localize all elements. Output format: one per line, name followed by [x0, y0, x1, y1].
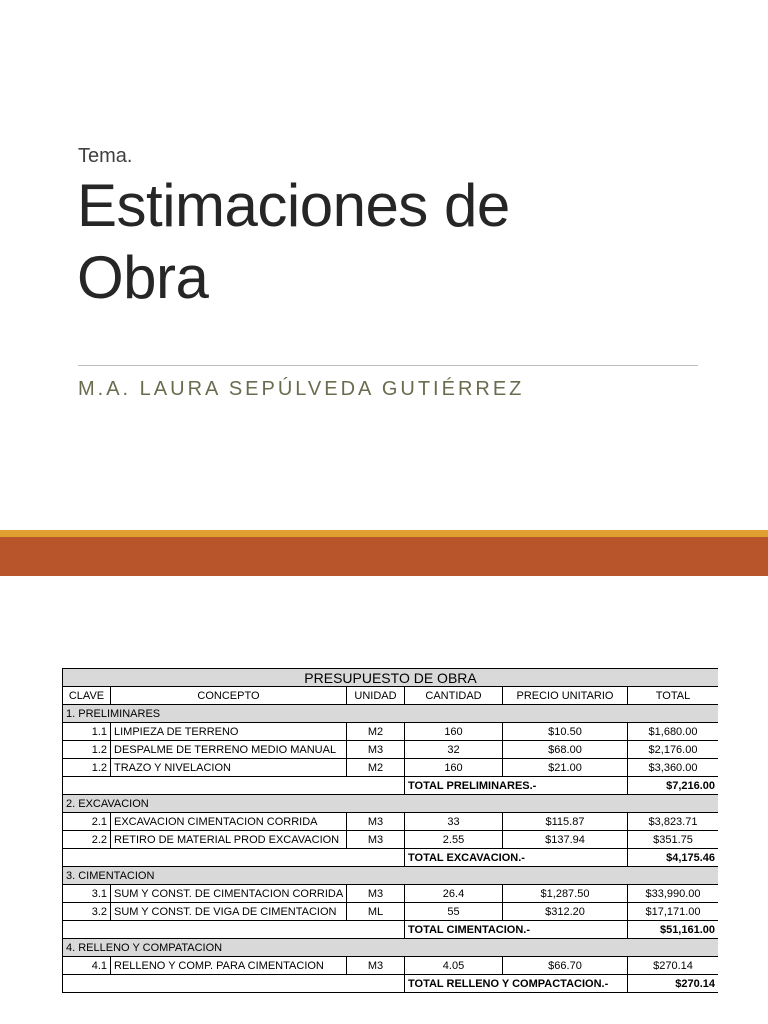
table-row	[63, 885, 719, 903]
cell-total: $3,360.00	[628, 759, 719, 777]
budget-table	[62, 668, 718, 993]
cell-total: $2,176.00	[628, 741, 719, 759]
cell-cantidad: 55	[405, 903, 503, 921]
section-total-value: $4,175.46	[628, 849, 719, 867]
section-total-row	[63, 849, 719, 867]
slide-author: M.A. LAURA SEPÚLVEDA GUTIÉRREZ	[78, 378, 525, 400]
section-total-value: $7,216.00	[628, 777, 719, 795]
header-precio-unitario: PRECIO UNITARIO	[503, 687, 628, 705]
section-row	[63, 705, 719, 723]
cell-unidad: ML	[347, 903, 405, 921]
section-total-value: $51,161.00	[628, 921, 719, 939]
cell-clave: 1.2	[63, 741, 111, 759]
cell-cantidad: 2.55	[405, 831, 503, 849]
section-total-label: TOTAL CIMENTACION.-	[405, 921, 628, 939]
cell-total: $1,680.00	[628, 723, 719, 741]
header-total: TOTAL	[628, 687, 719, 705]
cell-cantidad: 26.4	[405, 885, 503, 903]
header-cantidad: CANTIDAD	[405, 687, 503, 705]
section-total-row	[63, 777, 719, 795]
cell-unidad: M3	[347, 741, 405, 759]
cell-clave: 2.2	[63, 831, 111, 849]
table-title: PRESUPUESTO DE OBRA	[63, 669, 719, 687]
cell-concepto: RELLENO Y COMP. PARA CIMENTACION	[111, 957, 347, 975]
cell-concepto: LIMPIEZA DE TERRENO	[111, 723, 347, 741]
cell-unidad: M3	[347, 813, 405, 831]
cell-precio: $115.87	[503, 813, 628, 831]
cell-cantidad: 32	[405, 741, 503, 759]
cell-concepto: SUM Y CONST. DE VIGA DE CIMENTACION	[111, 903, 347, 921]
cell-precio: $1,287.50	[503, 885, 628, 903]
cell-clave: 3.2	[63, 903, 111, 921]
cell-clave: 1.2	[63, 759, 111, 777]
section-total-value: $270.14	[628, 975, 719, 993]
cell-clave: 4.1	[63, 957, 111, 975]
cell-concepto: SUM Y CONST. DE CIMENTACION CORRIDA	[111, 885, 347, 903]
total-spacer	[63, 777, 405, 795]
cell-precio: $137.94	[503, 831, 628, 849]
slide-kicker: Tema.	[78, 145, 133, 167]
section-row	[63, 867, 719, 885]
cell-concepto: EXCAVACION CIMENTACION CORRIDA	[111, 813, 347, 831]
cell-clave: 2.1	[63, 813, 111, 831]
section-title: 1. PRELIMINARES	[63, 705, 719, 723]
cell-total: $270.14	[628, 957, 719, 975]
cell-precio: $10.50	[503, 723, 628, 741]
accent-band	[0, 537, 768, 576]
cell-cantidad: 4.05	[405, 957, 503, 975]
table-row	[63, 741, 719, 759]
cell-precio: $312.20	[503, 903, 628, 921]
cell-cantidad: 33	[405, 813, 503, 831]
cell-unidad: M2	[347, 723, 405, 741]
cell-concepto: TRAZO Y NIVELACION	[111, 759, 347, 777]
total-spacer	[63, 975, 405, 993]
section-title: 3. CIMENTACION	[63, 867, 719, 885]
cell-concepto: RETIRO DE MATERIAL PROD EXCAVACION	[111, 831, 347, 849]
budget-table-container	[62, 668, 718, 1024]
cell-clave: 3.1	[63, 885, 111, 903]
cell-unidad: M2	[347, 759, 405, 777]
table-row	[63, 723, 719, 741]
cell-cantidad: 160	[405, 759, 503, 777]
section-total-row	[63, 975, 719, 993]
cell-unidad: M3	[347, 885, 405, 903]
section-row	[63, 795, 719, 813]
cell-clave: 1.1	[63, 723, 111, 741]
cell-total: $33,990.00	[628, 885, 719, 903]
header-concepto: CONCEPTO	[111, 687, 347, 705]
table-row	[63, 831, 719, 849]
header-clave: CLAVE	[63, 687, 111, 705]
slide-title-line1: Estimaciones de	[77, 172, 510, 239]
section-total-label: TOTAL PRELIMINARES.-	[405, 777, 628, 795]
total-spacer	[63, 849, 405, 867]
header-unidad: UNIDAD	[347, 687, 405, 705]
cell-cantidad: 160	[405, 723, 503, 741]
section-title: 2. EXCAVACION	[63, 795, 719, 813]
title-divider	[78, 365, 698, 366]
cell-total: $351.75	[628, 831, 719, 849]
section-row	[63, 939, 719, 957]
table-header-row	[63, 687, 719, 705]
cell-concepto: DESPALME DE TERRENO MEDIO MANUAL	[111, 741, 347, 759]
section-total-label: TOTAL EXCAVACION.-	[405, 849, 628, 867]
section-total-label: TOTAL RELLENO Y COMPACTACION.-	[405, 975, 628, 993]
section-total-row	[63, 921, 719, 939]
slide-title-line2: Obra	[77, 244, 209, 311]
slide-title	[77, 170, 717, 314]
table-row	[63, 903, 719, 921]
cell-unidad: M3	[347, 831, 405, 849]
cell-precio: $66.70	[503, 957, 628, 975]
total-spacer	[63, 921, 405, 939]
table-row	[63, 957, 719, 975]
cell-precio: $68.00	[503, 741, 628, 759]
cell-total: $17,171.00	[628, 903, 719, 921]
accent-band-thin	[0, 530, 768, 537]
table-row	[63, 813, 719, 831]
cell-precio: $21.00	[503, 759, 628, 777]
section-title: 4. RELLENO Y COMPATACION	[63, 939, 719, 957]
cell-unidad: M3	[347, 957, 405, 975]
table-row	[63, 759, 719, 777]
cell-total: $3,823.71	[628, 813, 719, 831]
table-title-row	[63, 669, 719, 687]
